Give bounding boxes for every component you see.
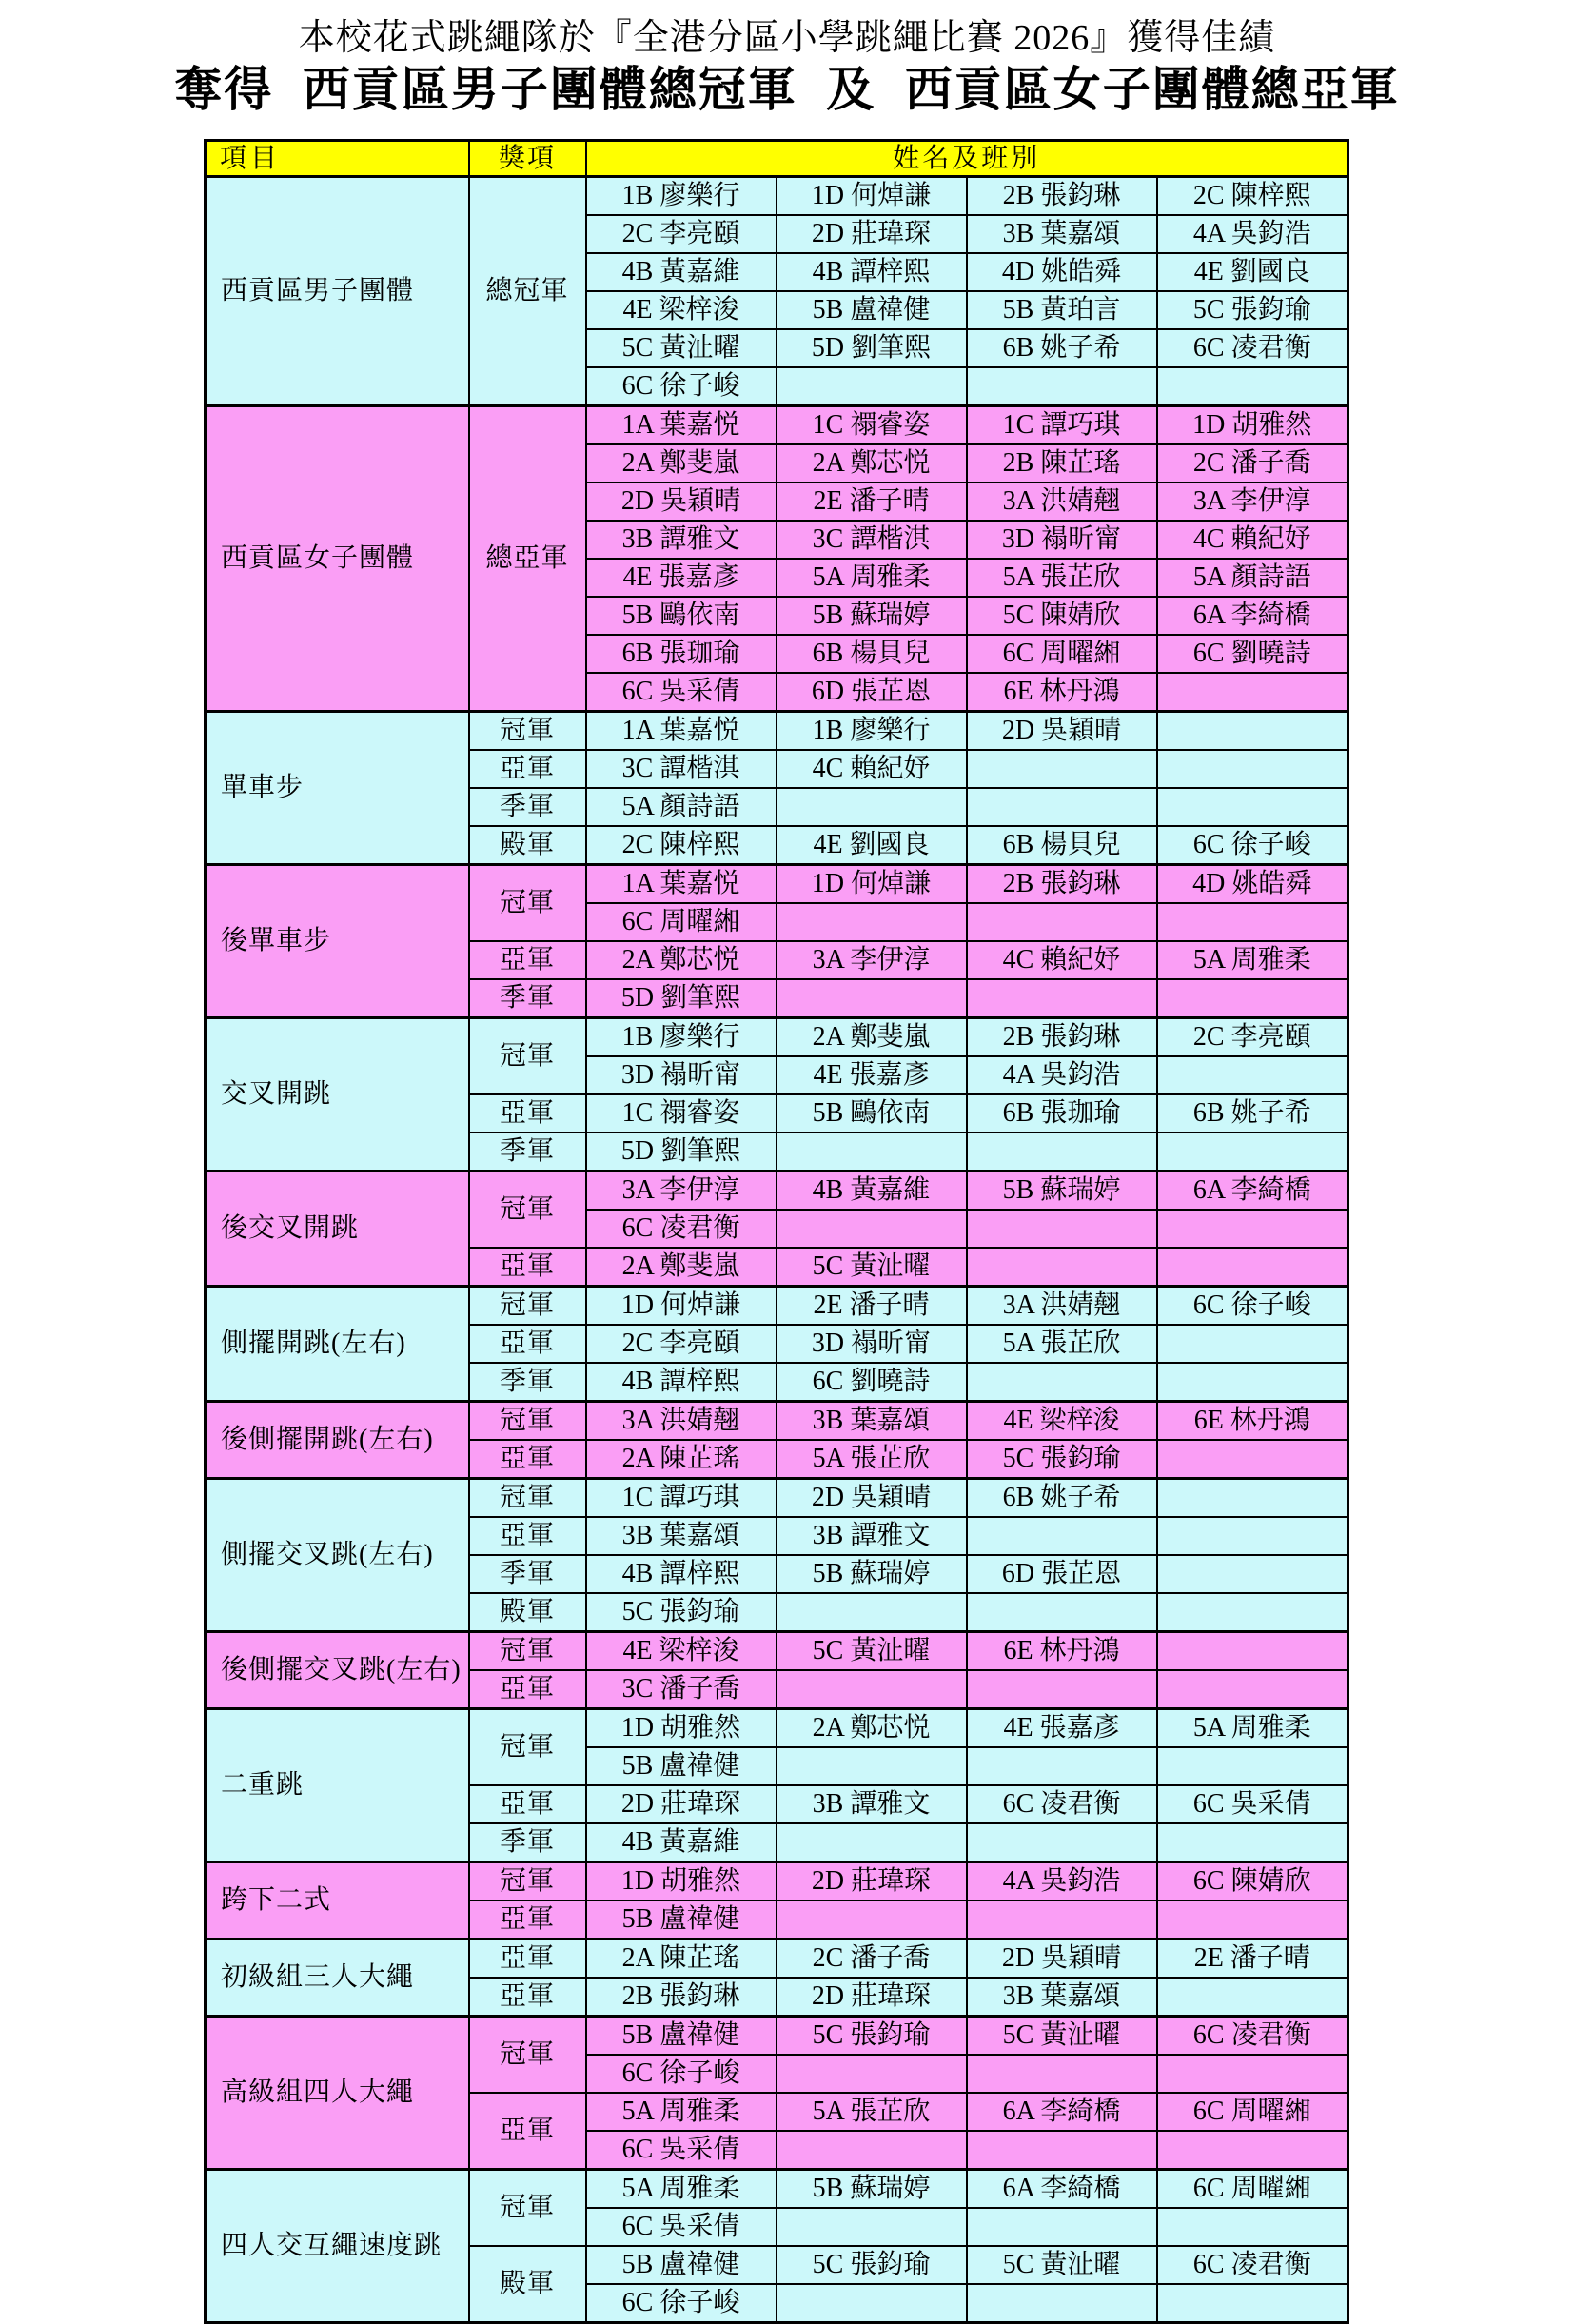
student-name-cell	[1157, 1632, 1348, 1671]
student-name-cell: 1C 譚巧琪	[586, 1479, 777, 1518]
results-table	[204, 139, 1349, 2324]
student-name-cell: 5D 劉筆熙	[586, 1132, 777, 1172]
student-name-cell: 3B 葉嘉頌	[967, 1978, 1157, 2017]
table-row	[206, 1402, 1348, 1441]
student-name-cell: 5A 張芷欣	[967, 559, 1157, 597]
student-name-cell: 6B 張珈瑜	[967, 1094, 1157, 1132]
student-name-cell	[967, 750, 1157, 788]
student-name-cell: 4A 吳鈞浩	[967, 1056, 1157, 1094]
table-row	[206, 2170, 1348, 2209]
student-name-cell: 6C 周曜緗	[1157, 2170, 1348, 2209]
student-name-cell: 6C 凌君衡	[1157, 2017, 1348, 2056]
student-name-cell: 2E 潘子晴	[1157, 1940, 1348, 1979]
student-name-cell: 4C 賴紀妤	[1157, 521, 1348, 559]
student-name-cell: 5D 劉筆熙	[777, 329, 967, 367]
student-name-cell: 1B 廖樂行	[586, 1018, 777, 1057]
header-names-column: 姓名及班別	[586, 141, 1348, 177]
award-label-cell: 冠軍	[469, 1632, 586, 1671]
student-name-cell: 4C 賴紀妤	[967, 941, 1157, 979]
student-name-cell: 6A 李綺橋	[967, 2170, 1157, 2209]
student-name-cell	[777, 979, 967, 1018]
student-name-cell	[967, 1248, 1157, 1287]
student-name-cell: 5C 張鈞瑜	[1157, 291, 1348, 329]
award-label-cell: 季軍	[469, 1132, 586, 1172]
student-name-cell: 6C 凌君衡	[586, 1210, 777, 1248]
student-name-cell: 2A 鄭斐嵐	[586, 1248, 777, 1287]
student-name-cell: 6D 張芷恩	[967, 1555, 1157, 1593]
award-label-cell: 亞軍	[469, 1978, 586, 2017]
student-name-cell	[1157, 1363, 1348, 1402]
student-name-cell: 3B 譚雅文	[777, 1517, 967, 1555]
award-label-cell: 亞軍	[469, 1940, 586, 1979]
student-name-cell: 4E 張嘉彥	[586, 559, 777, 597]
student-name-cell	[1157, 2208, 1348, 2246]
student-name-cell: 6C 周曜緗	[1157, 2093, 1348, 2131]
student-name-cell: 4E 張嘉彥	[967, 1709, 1157, 1748]
award-label-cell: 亞軍	[469, 941, 586, 979]
student-name-cell: 3C 譚楷淇	[586, 750, 777, 788]
award-label-cell: 亞軍	[469, 1670, 586, 1709]
student-name-cell: 6C 徐子峻	[1157, 1287, 1348, 1326]
student-name-cell: 3A 李伊淳	[1157, 483, 1348, 521]
student-name-cell: 3B 譚雅文	[777, 1785, 967, 1823]
student-name-cell: 2D 吳穎晴	[777, 1479, 967, 1518]
student-name-cell: 5B 鷗依南	[777, 1094, 967, 1132]
student-name-cell: 5B 盧禕健	[586, 1747, 777, 1785]
student-name-cell: 1D 何焯謙	[777, 177, 967, 216]
award-label-cell: 季軍	[469, 1555, 586, 1593]
student-name-cell: 1D 胡雅然	[586, 1862, 777, 1901]
student-name-cell: 5B 盧禕健	[777, 291, 967, 329]
student-name-cell	[1157, 367, 1348, 406]
student-name-cell: 1B 廖樂行	[777, 712, 967, 751]
student-name-cell: 4E 張嘉彥	[777, 1056, 967, 1094]
student-name-cell	[777, 2284, 967, 2323]
student-name-cell: 5B 蘇瑞婷	[777, 2170, 967, 2209]
student-name-cell: 4B 黃嘉維	[586, 1823, 777, 1862]
student-name-cell	[1157, 979, 1348, 1018]
student-name-cell: 5B 蘇瑞婷	[777, 597, 967, 635]
award-label-cell: 冠軍	[469, 2017, 586, 2094]
student-name-cell: 2C 李亮頤	[1157, 1018, 1348, 1057]
header-row	[206, 141, 1348, 177]
student-name-cell: 1D 何焯謙	[777, 865, 967, 904]
student-name-cell: 1C 禤睿姿	[586, 1094, 777, 1132]
student-name-cell: 2D 吳穎晴	[967, 712, 1157, 751]
student-name-cell: 2C 潘子喬	[777, 1940, 967, 1979]
student-name-cell: 4D 姚皓舜	[1157, 865, 1348, 904]
student-name-cell: 5B 蘇瑞婷	[777, 1555, 967, 1593]
event-name-cell: 西貢區女子團體	[206, 406, 469, 712]
student-name-cell: 6B 姚子希	[967, 329, 1157, 367]
student-name-cell: 3B 葉嘉頌	[777, 1402, 967, 1441]
award-label-cell: 亞軍	[469, 1517, 586, 1555]
student-name-cell	[777, 1210, 967, 1248]
student-name-cell	[777, 788, 967, 826]
student-name-cell: 5B 蘇瑞婷	[967, 1172, 1157, 1211]
event-name-cell: 單車步	[206, 712, 469, 865]
student-name-cell	[1157, 1901, 1348, 1940]
student-name-cell: 6B 楊貝兒	[777, 635, 967, 673]
student-name-cell: 4E 梁梓浚	[586, 291, 777, 329]
student-name-cell	[967, 1747, 1157, 1785]
student-name-cell: 4B 黃嘉維	[777, 1172, 967, 1211]
student-name-cell	[967, 1210, 1157, 1248]
student-name-cell: 6C 凌君衡	[967, 1785, 1157, 1823]
student-name-cell: 2D 莊瑋琛	[586, 1785, 777, 1823]
student-name-cell: 2B 張鈞琳	[586, 1978, 777, 2017]
student-name-cell	[1157, 712, 1348, 751]
student-name-cell: 1A 葉嘉悦	[586, 406, 777, 445]
award-label-cell: 冠軍	[469, 1479, 586, 1518]
award-label-cell: 殿軍	[469, 1593, 586, 1632]
student-name-cell: 4E 劉國良	[777, 826, 967, 865]
student-name-cell: 2A 陳芷瑤	[586, 1940, 777, 1979]
student-name-cell: 1C 譚巧琪	[967, 406, 1157, 445]
award-label-cell: 冠軍	[469, 1709, 586, 1786]
table-row	[206, 406, 1348, 445]
student-name-cell	[1157, 1670, 1348, 1709]
table-row	[206, 865, 1348, 904]
award-label-cell: 總亞軍	[469, 406, 586, 712]
student-name-cell: 3A 洪婧翹	[967, 1287, 1157, 1326]
event-name-cell: 後交叉開跳	[206, 1172, 469, 1287]
student-name-cell: 4E 梁梓浚	[967, 1402, 1157, 1441]
award-label-cell: 亞軍	[469, 1440, 586, 1479]
table-row	[206, 1287, 1348, 1326]
student-name-cell	[967, 1132, 1157, 1172]
student-name-cell: 2D 莊瑋琛	[777, 215, 967, 253]
student-name-cell: 6B 姚子希	[1157, 1094, 1348, 1132]
student-name-cell	[1157, 1210, 1348, 1248]
student-name-cell	[1157, 1517, 1348, 1555]
student-name-cell: 5C 黃沚曜	[777, 1248, 967, 1287]
student-name-cell	[1157, 1479, 1348, 1518]
award-label-cell: 冠軍	[469, 1402, 586, 1441]
award-label-cell: 冠軍	[469, 1172, 586, 1249]
student-name-cell	[1157, 1325, 1348, 1363]
student-name-cell	[777, 367, 967, 406]
student-name-cell: 5C 張鈞瑜	[777, 2246, 967, 2284]
award-label-cell: 亞軍	[469, 1248, 586, 1287]
student-name-cell: 2C 李亮頤	[586, 1325, 777, 1363]
event-name-cell: 側擺開跳(左右)	[206, 1287, 469, 1402]
student-name-cell: 6E 林丹鴻	[967, 1632, 1157, 1671]
student-name-cell: 6C 徐子峻	[586, 367, 777, 406]
student-name-cell	[967, 1593, 1157, 1632]
table-row	[206, 177, 1348, 216]
event-name-cell: 交叉開跳	[206, 1018, 469, 1172]
student-name-cell: 6C 吳采倩	[586, 2208, 777, 2246]
student-name-cell: 5A 周雅柔	[1157, 1709, 1348, 1748]
award-label-cell: 冠軍	[469, 1862, 586, 1901]
student-name-cell: 5A 周雅柔	[586, 2170, 777, 2209]
table-row	[206, 2017, 1348, 2056]
student-name-cell: 5C 黃沚曜	[777, 1632, 967, 1671]
student-name-cell	[777, 2208, 967, 2246]
table-row	[206, 712, 1348, 751]
student-name-cell: 5B 黃珀言	[967, 291, 1157, 329]
student-name-cell: 5C 黃沚曜	[586, 329, 777, 367]
student-name-cell	[1157, 1248, 1348, 1287]
results-table-body	[206, 177, 1348, 2323]
award-label-cell: 殿軍	[469, 826, 586, 865]
award-label-cell: 亞軍	[469, 750, 586, 788]
event-name-cell: 西貢區男子團體	[206, 177, 469, 406]
student-name-cell: 5B 鷗依南	[586, 597, 777, 635]
student-name-cell: 1C 禤睿姿	[777, 406, 967, 445]
student-name-cell: 3A 洪婧翹	[967, 483, 1157, 521]
student-name-cell: 6C 吳采倩	[1157, 1785, 1348, 1823]
student-name-cell: 1A 葉嘉悦	[586, 865, 777, 904]
student-name-cell	[1157, 1978, 1348, 2017]
student-name-cell: 6B 楊貝兒	[967, 826, 1157, 865]
student-name-cell: 2B 張鈞琳	[967, 865, 1157, 904]
table-row	[206, 1172, 1348, 1211]
student-name-cell: 2C 潘子喬	[1157, 444, 1348, 483]
student-name-cell: 2C 李亮頤	[586, 215, 777, 253]
student-name-cell: 5A 顏詩語	[586, 788, 777, 826]
student-name-cell: 2A 鄭斐嵐	[777, 1018, 967, 1057]
student-name-cell: 3C 譚楷淇	[777, 521, 967, 559]
student-name-cell: 3B 葉嘉頌	[586, 1517, 777, 1555]
student-name-cell: 6B 姚子希	[967, 1479, 1157, 1518]
table-row	[206, 1018, 1348, 1057]
student-name-cell: 6E 林丹鴻	[967, 673, 1157, 712]
student-name-cell: 2C 陳梓熙	[1157, 177, 1348, 216]
award-label-cell: 季軍	[469, 979, 586, 1018]
student-name-cell: 5B 盧禕健	[586, 2246, 777, 2284]
header-award-column: 獎項	[469, 141, 586, 177]
student-name-cell: 2D 莊瑋琛	[777, 1862, 967, 1901]
student-name-cell: 1A 葉嘉悦	[586, 712, 777, 751]
student-name-cell: 1D 何焯謙	[586, 1287, 777, 1326]
award-label-cell: 殿軍	[469, 2246, 586, 2323]
event-name-cell: 跨下二式	[206, 1862, 469, 1940]
student-name-cell	[777, 1901, 967, 1940]
student-name-cell: 2A 鄭芯悦	[777, 1709, 967, 1748]
award-label-cell: 冠軍	[469, 1018, 586, 1095]
award-label-cell: 總冠軍	[469, 177, 586, 406]
student-name-cell	[967, 2208, 1157, 2246]
award-label-cell: 亞軍	[469, 1785, 586, 1823]
student-name-cell: 3A 李伊淳	[586, 1172, 777, 1211]
student-name-cell: 3B 葉嘉頌	[967, 215, 1157, 253]
student-name-cell: 6C 陳婧欣	[1157, 1862, 1348, 1901]
student-name-cell	[967, 1363, 1157, 1402]
student-name-cell: 5A 周雅柔	[1157, 941, 1348, 979]
student-name-cell: 5C 黃沚曜	[967, 2017, 1157, 2056]
student-name-cell: 2B 張鈞琳	[967, 1018, 1157, 1057]
student-name-cell: 3D 褟昕甯	[586, 1056, 777, 1094]
award-label-cell: 亞軍	[469, 1094, 586, 1132]
student-name-cell: 6C 徐子峻	[586, 2284, 777, 2323]
student-name-cell: 2B 張鈞琳	[967, 177, 1157, 216]
student-name-cell	[1157, 1747, 1348, 1785]
award-label-cell: 冠軍	[469, 712, 586, 751]
student-name-cell	[777, 1593, 967, 1632]
student-name-cell: 4B 譚梓熙	[777, 253, 967, 291]
student-name-cell: 5C 黃沚曜	[967, 2246, 1157, 2284]
student-name-cell	[1157, 750, 1348, 788]
student-name-cell: 4E 梁梓浚	[586, 1632, 777, 1671]
student-name-cell: 3D 褟昕甯	[777, 1325, 967, 1363]
table-row	[206, 1479, 1348, 1518]
student-name-cell	[967, 1901, 1157, 1940]
student-name-cell: 6C 吳采倩	[586, 2131, 777, 2170]
event-name-cell: 側擺交叉跳(左右)	[206, 1479, 469, 1632]
student-name-cell: 5A 張芷欣	[967, 1325, 1157, 1363]
student-name-cell	[967, 1517, 1157, 1555]
award-label-cell: 冠軍	[469, 1287, 586, 1326]
award-label-cell: 亞軍	[469, 2093, 586, 2170]
student-name-cell	[1157, 1555, 1348, 1593]
award-label-cell: 季軍	[469, 788, 586, 826]
student-name-cell	[1157, 2284, 1348, 2323]
student-name-cell: 6C 周曜緗	[586, 903, 777, 941]
student-name-cell: 2A 鄭芯悦	[777, 444, 967, 483]
student-name-cell: 3B 譚雅文	[586, 521, 777, 559]
student-name-cell: 2D 吳穎晴	[586, 483, 777, 521]
table-row	[206, 1862, 1348, 1901]
student-name-cell: 2D 莊瑋琛	[777, 1978, 967, 2017]
student-name-cell: 6C 凌君衡	[1157, 2246, 1348, 2284]
student-name-cell: 2D 吳穎晴	[967, 1940, 1157, 1979]
event-name-cell: 高級組四人大繩	[206, 2017, 469, 2170]
event-name-cell: 後側擺交叉跳(左右)	[206, 1632, 469, 1709]
student-name-cell: 5C 張鈞瑜	[586, 1593, 777, 1632]
student-name-cell	[967, 367, 1157, 406]
student-name-cell: 6E 林丹鴻	[1157, 1402, 1348, 1441]
student-name-cell: 5A 張芷欣	[777, 1440, 967, 1479]
student-name-cell: 2E 潘子晴	[777, 483, 967, 521]
student-name-cell: 6C 周曜緗	[967, 635, 1157, 673]
student-name-cell: 6C 凌君衡	[1157, 329, 1348, 367]
student-name-cell: 4A 吳鈞浩	[1157, 215, 1348, 253]
student-name-cell: 5B 盧禕健	[586, 2017, 777, 2056]
student-name-cell: 1D 胡雅然	[586, 1709, 777, 1748]
student-name-cell: 5B 盧禕健	[586, 1901, 777, 1940]
student-name-cell	[1157, 1593, 1348, 1632]
student-name-cell	[1157, 2055, 1348, 2093]
title-line-2: 奪得 西貢區男子團體總冠軍 及 西貢區女子團體總亞軍	[174, 63, 1400, 116]
student-name-cell: 6C 劉曉詩	[777, 1363, 967, 1402]
student-name-cell: 2A 鄭芯悦	[586, 941, 777, 979]
table-row	[206, 1940, 1348, 1979]
student-name-cell	[777, 903, 967, 941]
student-name-cell	[1157, 1056, 1348, 1094]
student-name-cell	[777, 1670, 967, 1709]
student-name-cell: 5C 陳婧欣	[967, 597, 1157, 635]
student-name-cell: 2A 鄭斐嵐	[586, 444, 777, 483]
table-row	[206, 1632, 1348, 1671]
student-name-cell: 6C 徐子峻	[586, 2055, 777, 2093]
student-name-cell	[1157, 1440, 1348, 1479]
student-name-cell: 6A 李綺橋	[1157, 1172, 1348, 1211]
student-name-cell: 6C 徐子峻	[1157, 826, 1348, 865]
student-name-cell	[1157, 1132, 1348, 1172]
student-name-cell: 5A 顏詩語	[1157, 559, 1348, 597]
award-label-cell: 亞軍	[469, 1325, 586, 1363]
student-name-cell	[777, 1132, 967, 1172]
award-label-cell: 冠軍	[469, 2170, 586, 2247]
student-name-cell: 2E 潘子晴	[777, 1287, 967, 1326]
student-name-cell: 4C 賴紀妤	[777, 750, 967, 788]
student-name-cell: 5A 周雅柔	[586, 2093, 777, 2131]
header-item-column: 項目	[206, 141, 469, 177]
student-name-cell: 6C 劉曉詩	[1157, 635, 1348, 673]
student-name-cell	[777, 1747, 967, 1785]
student-name-cell: 3A 李伊淳	[777, 941, 967, 979]
student-name-cell: 4E 劉國良	[1157, 253, 1348, 291]
student-name-cell: 6D 張芷恩	[777, 673, 967, 712]
student-name-cell: 2A 陳芷瑤	[586, 1440, 777, 1479]
student-name-cell: 4B 黃嘉維	[586, 253, 777, 291]
student-name-cell: 1B 廖樂行	[586, 177, 777, 216]
student-name-cell: 2C 陳梓熙	[586, 826, 777, 865]
event-name-cell: 後側擺開跳(左右)	[206, 1402, 469, 1479]
title-line-1: 本校花式跳繩隊於『全港分區小學跳繩比賽 2026』獲得佳績	[298, 18, 1276, 58]
student-name-cell: 3C 潘子喬	[586, 1670, 777, 1709]
student-name-cell	[967, 903, 1157, 941]
student-name-cell	[1157, 2131, 1348, 2170]
student-name-cell	[967, 2284, 1157, 2323]
student-name-cell: 6B 張珈瑜	[586, 635, 777, 673]
table-row	[206, 1709, 1348, 1748]
award-label-cell: 冠軍	[469, 865, 586, 942]
student-name-cell	[967, 1823, 1157, 1862]
student-name-cell: 3A 洪婧翹	[586, 1402, 777, 1441]
student-name-cell: 2B 陳芷瑤	[967, 444, 1157, 483]
student-name-cell: 5C 張鈞瑜	[967, 1440, 1157, 1479]
student-name-cell	[967, 1670, 1157, 1709]
student-name-cell: 5A 張芷欣	[777, 2093, 967, 2131]
award-label-cell: 季軍	[469, 1363, 586, 1402]
student-name-cell	[1157, 673, 1348, 712]
student-name-cell: 4D 姚皓舜	[967, 253, 1157, 291]
student-name-cell: 1D 胡雅然	[1157, 406, 1348, 445]
student-name-cell: 3D 褟昕甯	[967, 521, 1157, 559]
student-name-cell	[1157, 788, 1348, 826]
student-name-cell: 4B 譚梓熙	[586, 1555, 777, 1593]
student-name-cell: 6A 李綺橋	[1157, 597, 1348, 635]
student-name-cell: 5C 張鈞瑜	[777, 2017, 967, 2056]
student-name-cell: 6A 李綺橋	[967, 2093, 1157, 2131]
event-name-cell: 後單車步	[206, 865, 469, 1018]
award-label-cell: 季軍	[469, 1823, 586, 1862]
student-name-cell: 5A 周雅柔	[777, 559, 967, 597]
student-name-cell	[777, 1823, 967, 1862]
student-name-cell	[1157, 1823, 1348, 1862]
student-name-cell: 4A 吳鈞浩	[967, 1862, 1157, 1901]
student-name-cell	[967, 2055, 1157, 2093]
award-label-cell: 亞軍	[469, 1901, 586, 1940]
student-name-cell: 5D 劉筆熙	[586, 979, 777, 1018]
student-name-cell	[967, 979, 1157, 1018]
event-name-cell: 初級組三人大繩	[206, 1940, 469, 2017]
student-name-cell	[967, 788, 1157, 826]
student-name-cell	[1157, 903, 1348, 941]
event-name-cell: 二重跳	[206, 1709, 469, 1862]
event-name-cell: 四人交互繩速度跳	[206, 2170, 469, 2323]
student-name-cell	[777, 2131, 967, 2170]
student-name-cell	[967, 2131, 1157, 2170]
student-name-cell	[777, 2055, 967, 2093]
student-name-cell: 6C 吳采倩	[586, 673, 777, 712]
student-name-cell: 4B 譚梓熙	[586, 1363, 777, 1402]
